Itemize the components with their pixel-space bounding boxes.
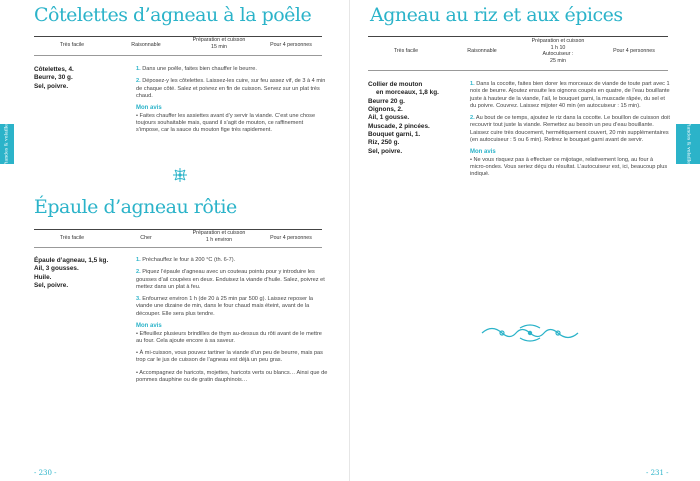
title-rule (34, 229, 322, 230)
ingredient-item: Ail, 3 gousses. (34, 265, 79, 273)
right-page (350, 0, 700, 481)
meta-rule (368, 70, 668, 71)
ingredient-item: Beurre, 30 g. (34, 74, 73, 82)
step-text: Enfournez environ 1 h (de 20 à 25 min par 500 g). Laissez reposer la viande une dizaine de min, dans le four chaud mais éteint, avant de la découper. Elle sera plus tendre. (136, 296, 313, 317)
ingredient-item: Épaule d’agneau, 1,5 kg. (34, 257, 109, 264)
avis-text: • Ne vous risquez pas à effectuer ce mijotage, relativement long, au four à micro-ondes. Vous seriez déçu du résultat. L’autocuiseur est, ici, beaucoup plus indiqué. (470, 156, 668, 178)
step-text: Déposez-y les côtelettes. Laissez-les cuire, sur feu assez vif, de 3 à 4 min de chaque côté. Salez et poivrez en fin de cuisson. Servez sur un plat très chaud. (136, 78, 326, 99)
avis-title: Mon avis (136, 105, 162, 112)
meta-time (520, 38, 596, 64)
meta-rule (34, 247, 322, 248)
meta-servings: Pour 4 personnes (613, 48, 655, 54)
meta-difficulty: Très facile (393, 48, 419, 54)
step-text: Dans la cocotte, faites bien dorer les morceaux de viande de toute part avec 1 noix de beurre. Ajoutez ensuite les oignons coupés en quatre, de l’eau bouillante juste à hauteur de la viande, l’ail, le bouquet garni, la muscade râpée, du sel et du poivre. Couvrez. Laissez mijoter 40 min (en autocuiseur : 15 min). (470, 81, 670, 109)
flourish-ornament (172, 167, 188, 183)
step-number: 1. (136, 257, 141, 263)
meta-time-value: 1 h environ (205, 236, 233, 243)
meta-time-alt-value: 25 min (550, 57, 566, 64)
ingredient-item: Riz, 250 g. (368, 139, 400, 147)
ingredient-item: Côtelettes, 4. (34, 66, 74, 73)
avis-text: • À mi-cuisson, vous pouvez tartiner la viande d’un peu de beurre, mais pas trop car le jus de cuisson de l’agneau est déjà un peu gras. (136, 350, 323, 364)
meta-servings: Pour 4 personnes (270, 235, 312, 241)
step (136, 269, 328, 291)
ingredient-item: Oignons, 2. (368, 105, 403, 113)
avis-title: Mon avis (470, 149, 496, 156)
side-tab (0, 121, 14, 167)
step-number: 1. (136, 66, 141, 72)
ingredients-list (368, 81, 468, 156)
step (470, 81, 670, 110)
meta-cost: Raisonnable (131, 42, 161, 48)
step (136, 66, 328, 73)
ingredient-item: Muscade, 2 pincées. (368, 122, 430, 130)
step-text: Dans une poêle, faites bien chauffer le beurre. (142, 66, 257, 72)
ingredient-item: Sel, poivre. (368, 147, 403, 155)
ingredient-item: Beurre 20 g. (368, 97, 405, 105)
ingredient-item: en morceaux, 1,8 kg. (376, 89, 439, 97)
meta-time (182, 230, 256, 243)
meta-time-value: 1 h 10 (550, 44, 566, 51)
meta-time (182, 37, 256, 50)
recipe-title-epaule: Épaule d’agneau rôtie (34, 196, 237, 218)
step-text: Préchauffez le four à 200 °C (th. 6-7). (142, 257, 236, 263)
page-number: - 231 - (646, 469, 669, 477)
meta-difficulty: Très facile (59, 42, 85, 48)
step-number: 2. (136, 78, 141, 85)
side-tab-label: Viandes & volailles (685, 121, 691, 167)
meta-difficulty: Très facile (59, 235, 85, 241)
ingredient-item: Sel, poivre. (34, 281, 69, 289)
ingredients-list (34, 257, 134, 290)
flourish-ornament (480, 322, 580, 344)
step (136, 257, 328, 264)
step-number: 2. (470, 115, 475, 122)
step-number: 3. (136, 296, 141, 303)
step-text: Piquez l’épaule d’agneau avec un couteau pointu pour y introduire les gousses d’ail coupées en deux. Enduisez la viande d’huile. Salez, poivrez et mettez dans un plat à feu. (136, 269, 325, 290)
side-tab-label: Viandes & volailles (4, 121, 10, 167)
meta-cost: Cher (140, 235, 152, 241)
meta-time-label: Préparation et cuisson (192, 230, 246, 236)
title-rule (368, 36, 668, 37)
avis-text: • Effeuillez plusieurs brindilles de thym au-dessus du rôti avant de le mettre au four. Cela ajoute encore à sa saveur. (136, 330, 322, 344)
ingredient-item: Huile. (34, 273, 52, 281)
recipe-title-agneau-riz: Agneau au riz et aux épices (370, 4, 623, 26)
title-rule (34, 36, 322, 37)
step-number: 2. (136, 269, 141, 276)
recipe-steps (136, 66, 328, 135)
step-number: 1. (470, 81, 475, 87)
recipe-title-cotelettes: Côtelettes d’agneau à la poêle (34, 4, 312, 26)
ingredient-item: Ail, 1 gousse. (368, 114, 410, 122)
ingredient-item: Sel, poivre. (34, 82, 69, 90)
ingredients-list (34, 66, 130, 91)
meta-servings: Pour 4 personnes (270, 42, 312, 48)
step (136, 78, 328, 100)
ingredient-item: Bouquet garni, 1. (368, 130, 421, 138)
meta-time-label: Préparation et cuisson (531, 38, 585, 44)
meta-time-label: Préparation et cuisson (192, 37, 246, 43)
meta-time-alt-label: Autocuiseur : (542, 51, 574, 58)
avis-title: Mon avis (136, 322, 162, 329)
meta-cost: Raisonnable (467, 48, 497, 54)
step (470, 115, 670, 144)
meta-rule (34, 55, 322, 56)
recipe-steps (470, 81, 670, 179)
step (136, 296, 328, 318)
recipe-steps (136, 257, 328, 389)
page-number: - 230 - (34, 469, 57, 477)
ingredient-item: Collier de mouton (368, 81, 423, 88)
step-text: Au bout de ce temps, ajoutez le riz dans la cocotte. Le bouillon de cuisson doit recouvrir tout juste la viande. Remettez au besoin un peu d’eau bouillante. Laissez cuire très doucement, hermétiquement couvert, 20 min supplémentaires (en autocuiseur : 5 ou 6 min). Retirez le bouquet garni avant de servir. (470, 115, 670, 143)
avis-text: • Accompagnez de haricots, mojettes, haricots verts ou blancs… Ainsi que de pommes dauphine ou de gratin dauphinois… (136, 369, 328, 383)
avis-text: • Faites chauffer les assiettes avant d’y servir la viande. C’est une chose toujours souhaitable mais, quand il s’agit de mouton, ce raffinement s’impose, car la sauce du mouton fige très rapidement. (136, 112, 316, 134)
side-tab (676, 121, 700, 167)
meta-time-value: 15 min (211, 43, 227, 50)
